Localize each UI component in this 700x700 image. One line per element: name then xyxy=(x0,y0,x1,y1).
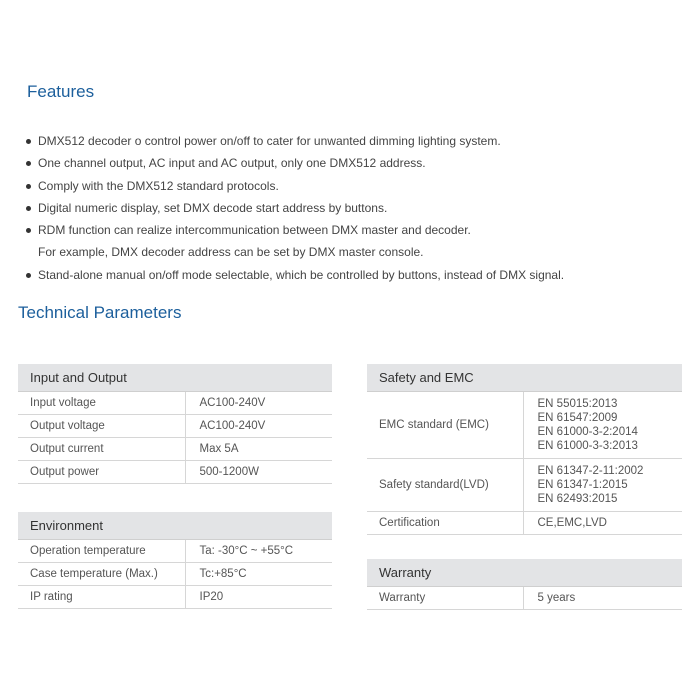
table-header: Environment xyxy=(18,512,332,540)
param-value: AC100-240V xyxy=(185,415,332,438)
param-label: Output current xyxy=(18,438,185,461)
table-row xyxy=(367,392,682,459)
param-value-list xyxy=(523,392,682,459)
param-label: EMC standard (EMC) xyxy=(367,392,523,459)
param-value: Tc:+85°C xyxy=(185,563,332,586)
param-value: AC100-240V xyxy=(185,392,332,415)
param-value: Max 5A xyxy=(185,438,332,461)
param-label: IP rating xyxy=(18,586,185,609)
list-item xyxy=(25,130,685,152)
table-row xyxy=(367,459,682,512)
standard-value: EN 61547:2009 xyxy=(537,412,618,424)
table-header: Input and Output xyxy=(18,364,332,392)
feature-text: Digital numeric display, set DMX decode start address by buttons. xyxy=(38,200,388,215)
safety-emc-table xyxy=(367,364,682,535)
feature-text: Comply with the DMX512 standard protocols. xyxy=(38,178,279,193)
param-label: Input voltage xyxy=(18,392,185,415)
table-row xyxy=(18,540,332,563)
standard-value: EN 61000-3-3:2013 xyxy=(537,440,638,452)
standard-value: EN 61000-3-2:2014 xyxy=(537,426,638,438)
standard-value: EN 61347-1:2015 xyxy=(537,479,628,491)
list-item xyxy=(25,152,685,174)
table-row xyxy=(18,392,332,415)
table-row xyxy=(367,512,682,535)
param-label: Case temperature (Max.) xyxy=(18,563,185,586)
param-value: IP20 xyxy=(185,586,332,609)
table-row xyxy=(367,587,682,610)
features-heading: Features xyxy=(27,82,95,101)
input-output-table xyxy=(18,364,332,484)
param-label: Warranty xyxy=(367,587,523,610)
standard-value: EN 55015:2013 xyxy=(537,398,618,410)
list-item xyxy=(25,175,685,197)
param-label: Output voltage xyxy=(18,415,185,438)
table-row xyxy=(18,563,332,586)
standard-value: EN 62493:2015 xyxy=(537,493,618,505)
list-item xyxy=(25,219,685,264)
warranty-table xyxy=(367,559,682,610)
standard-value: EN 61347-2-11:2002 xyxy=(537,465,644,477)
table-row xyxy=(18,586,332,609)
technical-parameters-heading: Technical Parameters xyxy=(18,303,182,322)
table-row xyxy=(18,461,332,484)
feature-text: RDM function can realize intercommunication between DMX master and decoder. xyxy=(38,223,471,238)
param-label: Certification xyxy=(367,512,523,535)
param-label: Output power xyxy=(18,461,185,484)
feature-text: DMX512 decoder o control power on/off to cater for unwanted dimming lighting system. xyxy=(38,134,501,148)
feature-text: One channel output, AC input and AC output, only one DMX512 address. xyxy=(38,156,426,171)
list-item xyxy=(25,264,685,286)
table-header: Safety and EMC xyxy=(367,364,682,392)
environment-table xyxy=(18,512,332,609)
feature-text: Stand-alone manual on/off mode selectable, which be controlled by buttons, instead of DMX signal. xyxy=(38,267,565,282)
param-value: Ta: -30°C ~ +55°C xyxy=(185,540,332,563)
table-row xyxy=(18,438,332,461)
param-label: Operation temperature xyxy=(18,540,185,563)
param-value: 5 years xyxy=(523,587,682,610)
table-row xyxy=(18,415,332,438)
param-value: 500-1200W xyxy=(185,461,332,484)
param-value: CE,EMC,LVD xyxy=(523,512,682,535)
table-header: Warranty xyxy=(367,559,682,587)
list-item xyxy=(25,197,685,219)
param-value-list xyxy=(523,459,682,512)
param-label: Safety standard(LVD) xyxy=(367,459,523,512)
features-list xyxy=(25,130,685,286)
feature-continuation: For example, DMX decoder address can be set by DMX master console. xyxy=(38,245,424,260)
